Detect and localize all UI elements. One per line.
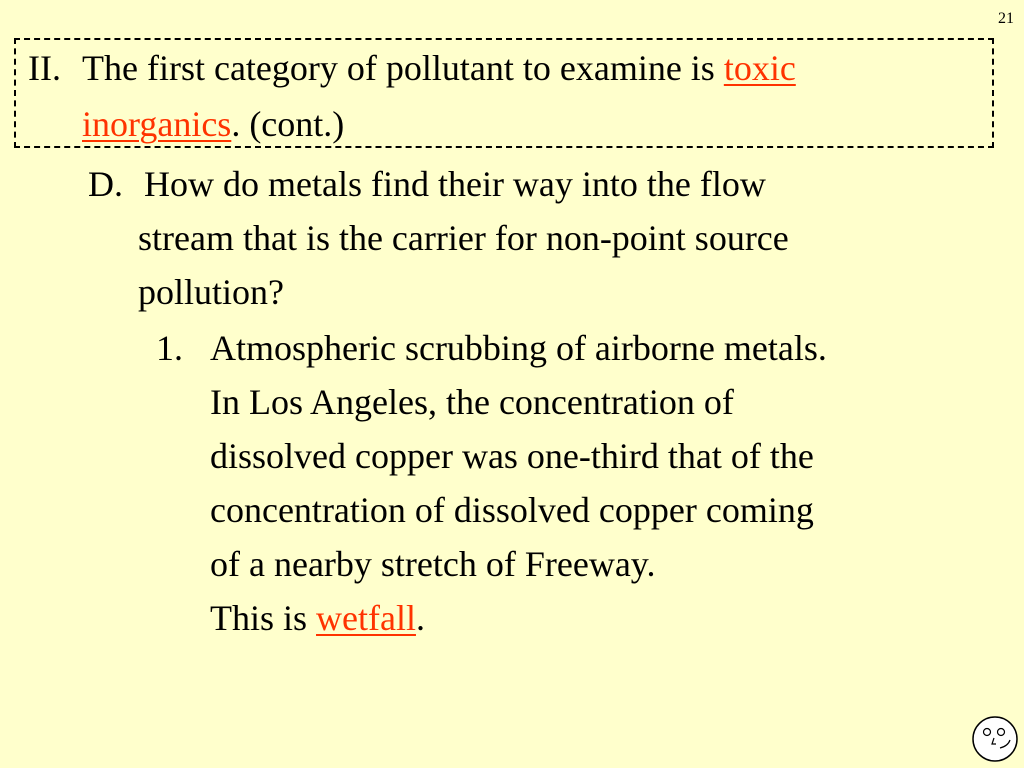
item-1-line-5: of a nearby stretch of Freeway. <box>210 544 656 584</box>
point-d-line-2: stream that is the carrier for non-point source <box>138 218 789 258</box>
item-1-number: 1. <box>156 328 183 368</box>
heading-line-1-text: The first category of pollutant to examine is <box>82 48 724 88</box>
term-wetfall: wetfall <box>316 598 416 638</box>
conclusion-text: This is <box>210 598 317 638</box>
heading-line-2 <box>82 106 344 142</box>
item-1-conclusion <box>210 600 425 636</box>
heading-line-1 <box>82 50 796 86</box>
heading-line-2-text: . (cont.) <box>231 104 345 144</box>
item-1-line-3: dissolved copper was one-third that of the <box>210 436 814 476</box>
smiley-face-icon <box>970 714 1020 764</box>
heading-label: II. <box>28 48 61 88</box>
item-1-line-1: Atmospheric scrubbing of airborne metals. <box>210 328 827 368</box>
item-1-line-2: In Los Angeles, the concentration of <box>210 382 734 422</box>
slide-number: 21 <box>998 10 1014 27</box>
term-toxic: toxic <box>723 48 796 88</box>
point-d-line-1: How do metals find their way into the flow <box>144 164 766 204</box>
conclusion-end: . <box>415 598 425 638</box>
point-d-label: D. <box>88 164 123 204</box>
point-d-line-3: pollution? <box>138 272 284 312</box>
item-1-line-4: concentration of dissolved copper coming <box>210 490 814 530</box>
term-inorganics: inorganics <box>82 104 232 144</box>
